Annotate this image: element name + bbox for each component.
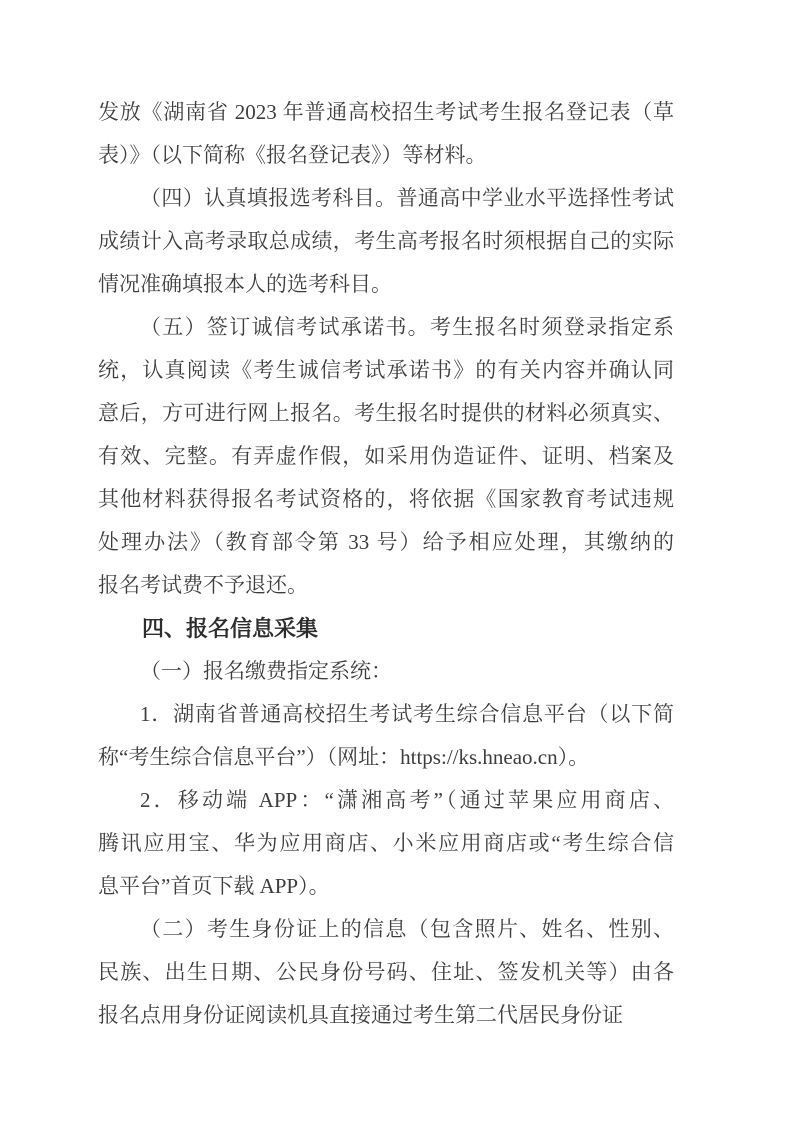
text-line: （四）认真填报选考科目。普通高中学业水平选择性考试 [140, 186, 674, 210]
text-line: 其他材料获得报名考试资格的，将依据《国家教育考试违规 [98, 487, 674, 511]
text-line: 腾讯应用宝、华为应用商店、小米应用商店或“考生综合信 [98, 831, 674, 855]
text-line: 息平台”首页下载 APP）。 [98, 874, 330, 898]
paragraph [98, 177, 674, 306]
text-line: （五）签订诚信考试承诺书。考生报名时须登录指定系 [140, 315, 674, 339]
text-line: 意后，方可进行网上报名。考生报名时提供的材料必须真实、 [98, 401, 674, 425]
paragraph [98, 91, 674, 177]
paragraph [98, 306, 674, 607]
paragraph [98, 693, 674, 779]
text-line: （一）报名缴费指定系统： [140, 659, 392, 683]
text-line: （二）考生身份证上的信息（包含照片、姓名、性别、 [140, 917, 674, 941]
text-line: 发放《湖南省 2023 年普通高校招生考试考生报名登记表（草 [98, 100, 674, 124]
paragraph [98, 779, 674, 908]
heading-text-line: 四、报名信息采集 [142, 616, 319, 641]
text-line: 报名点用身份证阅读机具直接通过考生第二代居民身份证 [98, 1003, 623, 1027]
text-line: 处理办法》（教育部令第 33 号）给予相应处理，其缴纳的 [98, 530, 674, 554]
text-line: 统，认真阅读《考生诚信考试承诺书》的有关内容并确认同 [98, 358, 674, 382]
text-line: 有效、完整。有弄虚作假，如采用伪造证件、证明、档案及 [98, 444, 674, 468]
text-line: 表）》（以下简称《报名登记表》）等材料。 [98, 143, 487, 167]
paragraph [98, 908, 674, 1037]
text-line: 情况准确填报本人的选考科目。 [98, 272, 392, 296]
text-line: 称“考生综合信息平台”）（网址：https://ks.hneao.cn）。 [98, 745, 590, 769]
text-line: 2．移动端 APP：“潇湘高考”（通过苹果应用商店、 [140, 788, 674, 812]
section-heading [98, 607, 674, 650]
text-line: 1．湖南省普通高校招生考试考生综合信息平台（以下简 [140, 702, 674, 726]
text-line: 报名考试费不予退还。 [98, 573, 308, 597]
paragraph [98, 650, 674, 693]
text-line: 民族、出生日期、公民身份号码、住址、签发机关等）由各 [98, 960, 674, 984]
document-body [98, 91, 674, 1037]
text-line: 成绩计入高考录取总成绩，考生高考报名时须根据自己的实际 [98, 229, 674, 253]
